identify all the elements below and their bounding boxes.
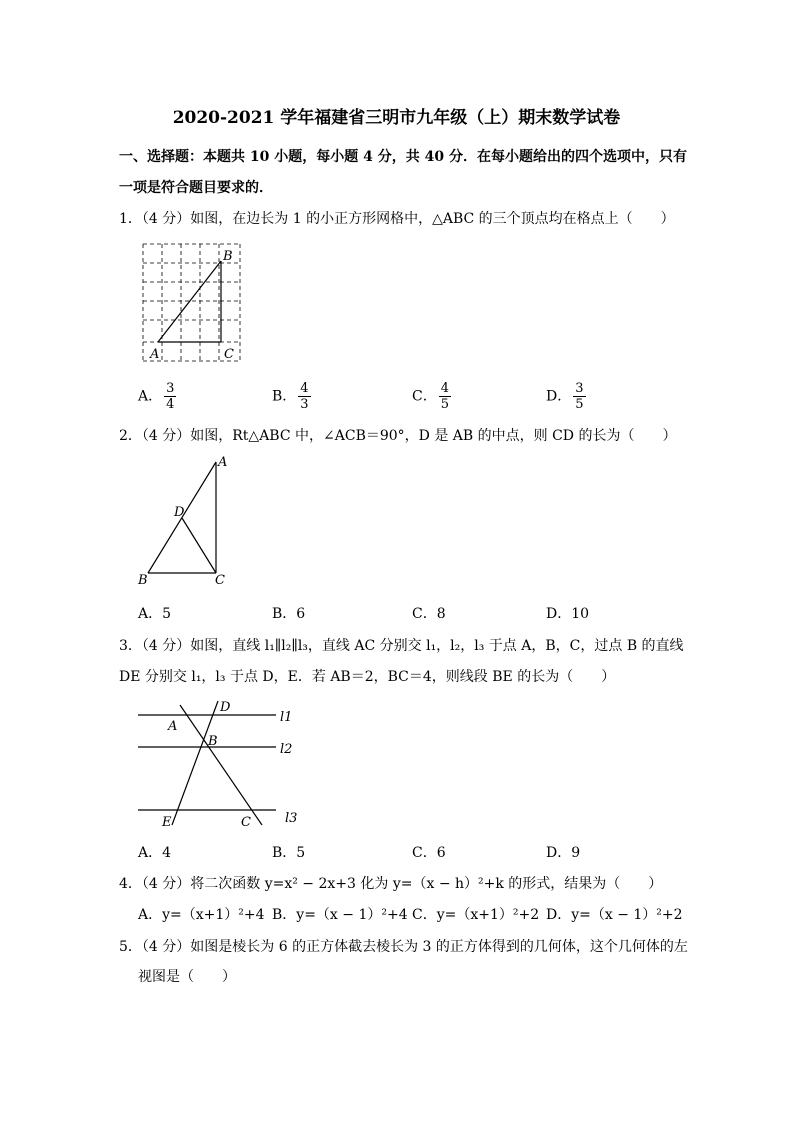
q1-label-c: C bbox=[224, 347, 234, 362]
q2-label-c: C bbox=[215, 573, 225, 588]
q3-label-c: C bbox=[241, 815, 251, 830]
q1-label-a: A bbox=[150, 347, 160, 362]
option-letter: B． bbox=[272, 388, 297, 405]
q2-label-d: D bbox=[174, 505, 185, 520]
q1-option-d[interactable] bbox=[546, 381, 586, 412]
q3-label-l1: l1 bbox=[280, 710, 293, 725]
q1-grid-figure bbox=[130, 238, 250, 366]
q3-label-l3: l3 bbox=[285, 811, 298, 826]
section-header-line2: 一项是符合题目要求的． bbox=[119, 180, 273, 196]
q1-option-b[interactable] bbox=[272, 381, 311, 412]
q3-stem-line2: DE 分别交 l₁，l₃ 于点 D，E．若 AB＝2，BC＝4，则线段 BE 的长为（ ） bbox=[119, 669, 616, 685]
option-letter: D． bbox=[546, 388, 572, 405]
fraction-denominator: 4 bbox=[166, 397, 175, 412]
q3-option-d[interactable]: D．9 bbox=[546, 845, 581, 861]
q3-label-a: A bbox=[168, 719, 178, 734]
q4-option-c[interactable]: C．y=（x+1）²+2 bbox=[412, 907, 540, 923]
q2-option-d[interactable]: D．10 bbox=[546, 606, 590, 622]
q3-option-c[interactable]: C．6 bbox=[412, 845, 446, 861]
q3-label-l2: l2 bbox=[280, 742, 293, 757]
q4-stem: 4．（4 分）将二次函数 y=x² − 2x+3 化为 y=（x − h）²+k 的形式，结果为（ ） bbox=[119, 876, 663, 892]
page-title: 2020-2021 学年福建省三明市九年级（上）期末数学试卷 bbox=[172, 108, 621, 128]
q2-stem: 2．（4 分）如图，Rt△ABC 中，∠ACB＝90°，D 是 AB 的中点，则 CD 的长为（ ） bbox=[119, 428, 677, 444]
option-fraction bbox=[573, 381, 585, 412]
option-letter: A． bbox=[138, 388, 163, 405]
section-header-line1: 一、选择题：本题共 10 小题，每小题 4 分，共 40 分．在每小题给出的四个选项中，只有 bbox=[119, 149, 687, 165]
fraction-numerator: 3 bbox=[575, 381, 584, 396]
q4-option-d[interactable]: D．y=（x − 1）²+2 bbox=[546, 907, 683, 923]
q3-option-b[interactable]: B．5 bbox=[272, 845, 306, 861]
q1-option-a[interactable] bbox=[138, 381, 176, 412]
option-fraction bbox=[164, 381, 176, 412]
q1-label-b: B bbox=[223, 249, 233, 264]
fraction-numerator: 4 bbox=[300, 381, 309, 396]
q3-stem-line1: 3．（4 分）如图，直线 l₁∥l₂∥l₃，直线 AC 分别交 l₁，l₂，l₃ 于点 A，B，C，过点 B 的直线 bbox=[119, 638, 684, 654]
q4-option-b[interactable]: B．y=（x − 1）²+4 bbox=[272, 907, 408, 923]
fraction-denominator: 3 bbox=[300, 397, 309, 412]
q3-label-b: B bbox=[208, 734, 218, 749]
q3-parallel-lines-figure bbox=[132, 695, 302, 835]
q1-stem: 1．（4 分）如图，在边长为 1 的小正方形网格中，△ABC 的三个顶点均在格点上（ ） bbox=[119, 211, 675, 227]
fraction-numerator: 4 bbox=[440, 381, 449, 396]
q5-stem-line1: 5．（4 分）如图是棱长为 6 的正方体截去棱长为 3 的正方体得到的几何体，这个几何体的左 bbox=[119, 939, 688, 955]
q3-lines bbox=[138, 701, 276, 825]
q5-stem-line2: 视图是（ ） bbox=[138, 969, 236, 985]
fraction-denominator: 5 bbox=[440, 397, 449, 412]
q2-label-a: A bbox=[218, 455, 228, 470]
q3-label-d: D bbox=[220, 700, 231, 715]
q3-label-e: E bbox=[162, 815, 172, 830]
q2-option-a[interactable]: A．5 bbox=[138, 606, 172, 622]
fraction-denominator: 5 bbox=[575, 397, 584, 412]
fraction-numerator: 3 bbox=[166, 381, 175, 396]
q2-option-c[interactable]: C．8 bbox=[412, 606, 446, 622]
q2-triangle-figure bbox=[132, 452, 242, 592]
option-letter: C． bbox=[412, 388, 437, 405]
option-fraction bbox=[298, 381, 310, 412]
q2-option-b[interactable]: B．6 bbox=[272, 606, 306, 622]
option-fraction bbox=[439, 381, 451, 412]
q3-option-a[interactable]: A．4 bbox=[138, 845, 172, 861]
q1-option-c[interactable] bbox=[412, 381, 451, 412]
q2-label-b: B bbox=[138, 573, 148, 588]
q1-triangle-abc bbox=[158, 261, 221, 342]
q4-option-a[interactable]: A．y=（x+1）²+4 bbox=[138, 907, 265, 923]
